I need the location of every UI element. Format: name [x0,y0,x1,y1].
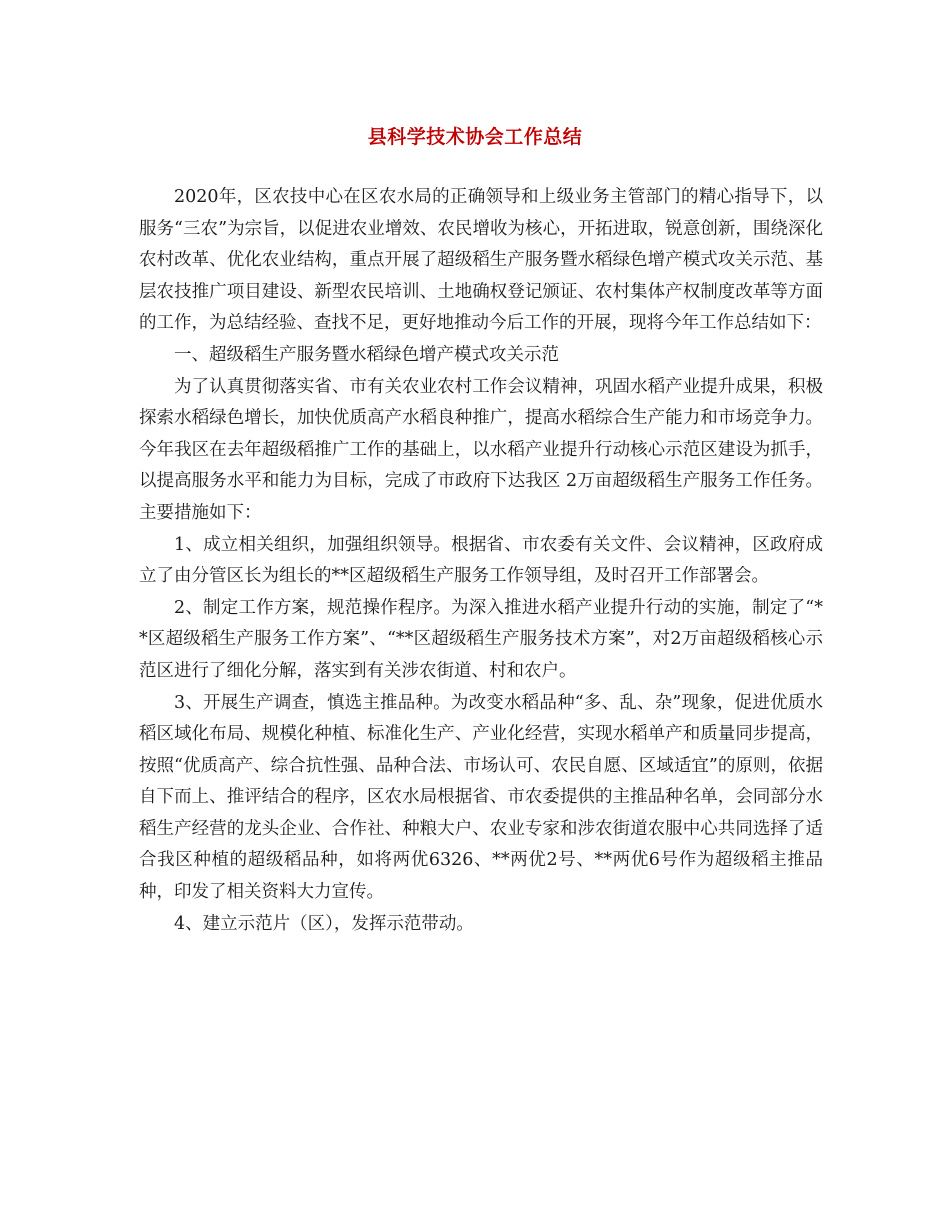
paragraph-measure-3: 3、开展生产调查，慎选主推品种。为改变水稻品种“多、乱、杂”现象，促进优质水稻区域化布局、规模化种植、标准化生产、产业化经营，实现水稻单产和质量同步提高，按照“优质高产、综合抗性强、品种合法、市场认可、农民自愿、区域适宜”的原则，依据自下而上、推评结合的程序，区农水局根据省、市农委提供的主推品种名单，会同部分水稻生产经营的龙头企业、合作社、种粮大户、农业专家和涉农街道农服中心共同选择了适合我区种植的超级稻品种，如将两优6326、**两优2号、**两优6号作为超级稻主推品种，印发了相关资料大力宣传。 [139,692,823,903]
paragraph-measure-2: 2、制定工作方案，规范操作程序。为深入推进水稻产业提升行动的实施，制定了“**区超级稻生产服务工作方案”、“**区超级稻生产服务技术方案”，对2万亩超级稻核心示范区进行了细化分解，落实到有关涉农街道、村和农户。 [139,597,823,681]
paragraph-measure-4: 4、建立示范片（区），发挥示范带动。 [174,913,474,934]
paragraph-measure-1: 1、成立相关组织，加强组织领导。根据省、市农委有关文件、会议精神，区政府成立了由分管区长为组长的**区超级稻生产服务工作领导组，及时召开工作部署会。 [139,534,823,587]
paragraph-section-1: 为了认真贯彻落实省、市有关农业农村工作会议精神，巩固水稻产业提升成果，积极探索水稻绿色增长，加快优质高产水稻良种推广，提高水稻综合生产能力和市场竞争力。今年我区在去年超级稻推广工作的基础上，以水稻产业提升行动核心示范区建设为抓手，以提高服务水平和能力为目标，完成了市政府下达我区 2万亩超级稻生产服务工作任务。主要措施如下： [139,376,823,523]
section-heading-1: 一、超级稻生产服务暨水稻绿色增产模式攻关示范 [174,344,559,365]
document-body [139,182,823,940]
paragraph-intro: 2020年，区农技中心在区农水局的正确领导和上级业务主管部门的精心指导下，以服务“三农”为宗旨，以促进农业增效、农民增收为核心，开拓进取，锐意创新，围绕深化农村改革、优化农业结构，重点开展了超级稻生产服务暨水稻绿色增产模式攻关示范、基层农技推广项目建设、新型农民培训、土地确权登记颁证、农村集体产权制度改革等方面的工作，为总结经验、查找不足，更好地推动今后工作的开展，现将今年工作总结如下： [139,187,823,334]
document-title: 县科学技术协会工作总结 [367,126,583,148]
